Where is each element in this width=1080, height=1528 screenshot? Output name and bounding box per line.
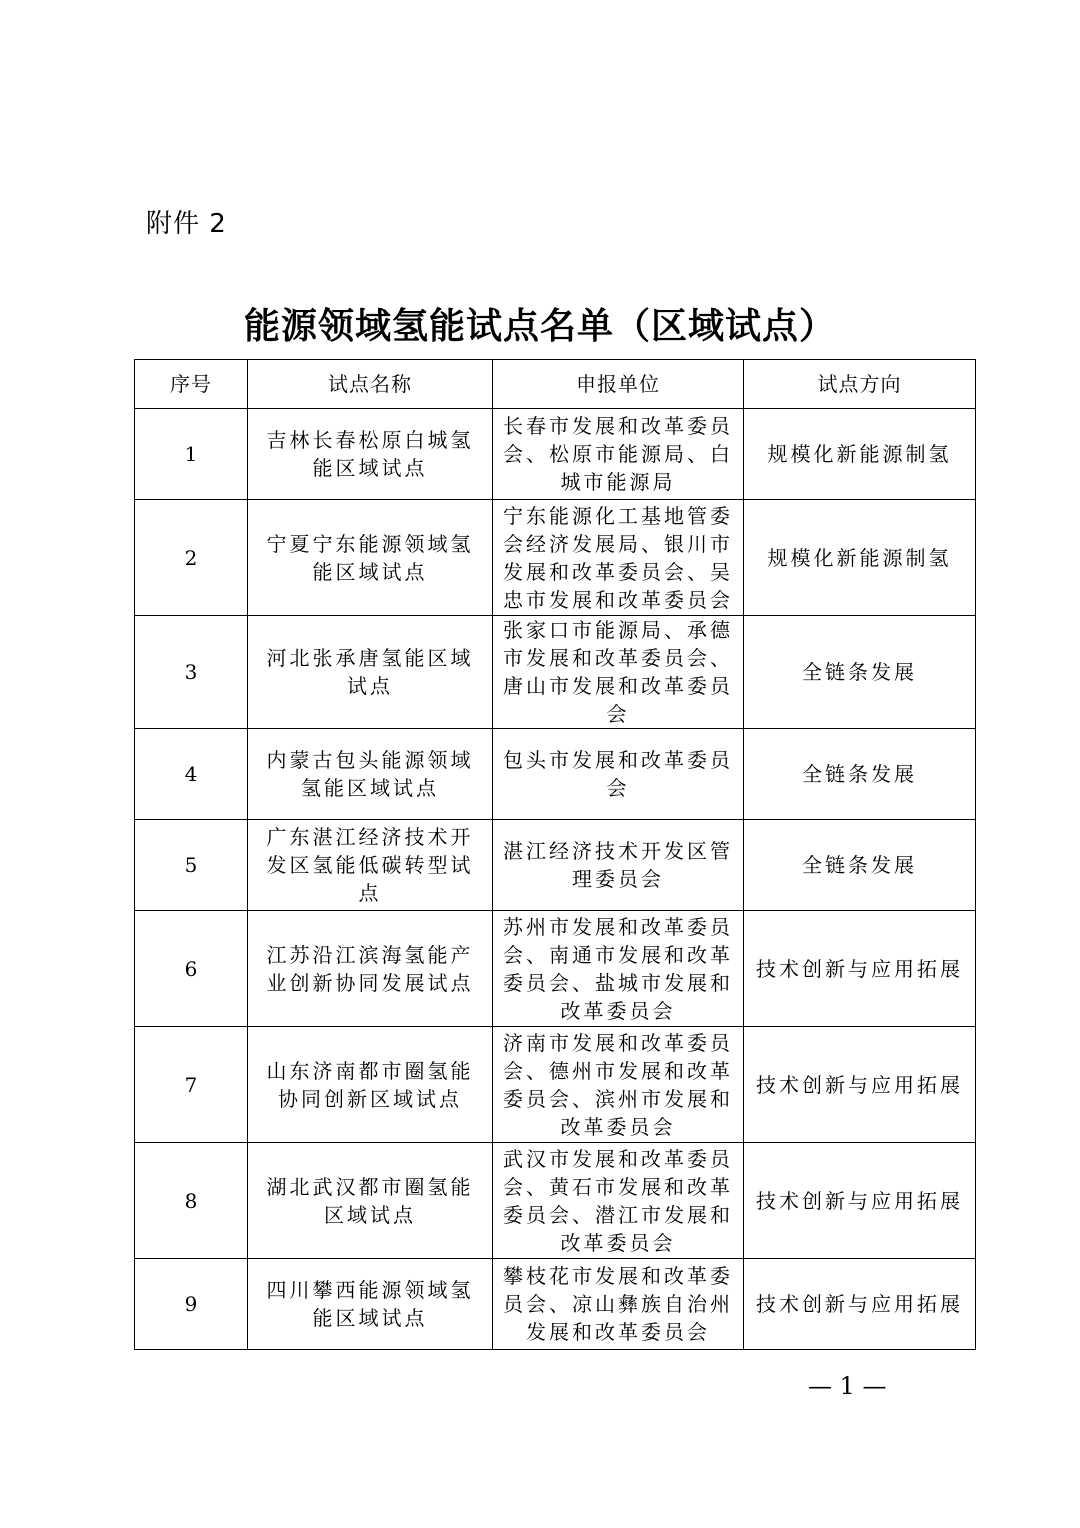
table-row bbox=[135, 500, 976, 616]
row-no: 1 bbox=[135, 409, 248, 500]
table-row bbox=[135, 409, 976, 500]
row-pilot-name: 江苏沿江滨海氢能产业创新协同发展试点 bbox=[248, 911, 493, 1027]
row-applicant-unit: 宁东能源化工基地管委会经济发展局、银川市发展和改革委员会、吴忠市发展和改革委员会 bbox=[493, 500, 744, 616]
header-direction: 试点方向 bbox=[744, 360, 976, 409]
row-direction: 技术创新与应用拓展 bbox=[744, 1027, 976, 1143]
row-no: 9 bbox=[135, 1259, 248, 1350]
header-applicant-unit: 申报单位 bbox=[493, 360, 744, 409]
row-applicant-unit: 张家口市能源局、承德市发展和改革委员会、唐山市发展和改革委员会 bbox=[493, 616, 744, 729]
table-row bbox=[135, 729, 976, 820]
row-direction: 全链条发展 bbox=[744, 729, 976, 820]
header-no: 序号 bbox=[135, 360, 248, 409]
table-row bbox=[135, 616, 976, 729]
row-pilot-name: 湖北武汉都市圈氢能区域试点 bbox=[248, 1143, 493, 1259]
row-no: 2 bbox=[135, 500, 248, 616]
row-no: 5 bbox=[135, 820, 248, 911]
table-row bbox=[135, 1027, 976, 1143]
pilot-list-table bbox=[134, 359, 976, 1350]
row-pilot-name: 四川攀西能源领域氢能区域试点 bbox=[248, 1259, 493, 1350]
row-applicant-unit: 苏州市发展和改革委员会、南通市发展和改革委员会、盐城市发展和改革委员会 bbox=[493, 911, 744, 1027]
row-direction: 规模化新能源制氢 bbox=[744, 500, 976, 616]
row-pilot-name: 内蒙古包头能源领域氢能区域试点 bbox=[248, 729, 493, 820]
header-pilot-name: 试点名称 bbox=[248, 360, 493, 409]
row-applicant-unit: 攀枝花市发展和改革委员会、凉山彝族自治州发展和改革委员会 bbox=[493, 1259, 744, 1350]
row-direction: 全链条发展 bbox=[744, 616, 976, 729]
page-number: — 1 — bbox=[808, 1372, 887, 1400]
row-direction: 全链条发展 bbox=[744, 820, 976, 911]
row-no: 6 bbox=[135, 911, 248, 1027]
table-row bbox=[135, 820, 976, 911]
row-applicant-unit: 武汉市发展和改革委员会、黄石市发展和改革委员会、潜江市发展和改革委员会 bbox=[493, 1143, 744, 1259]
row-no: 3 bbox=[135, 616, 248, 729]
row-direction: 技术创新与应用拓展 bbox=[744, 1143, 976, 1259]
row-pilot-name: 吉林长春松原白城氢能区域试点 bbox=[248, 409, 493, 500]
table-row bbox=[135, 1143, 976, 1259]
row-direction: 技术创新与应用拓展 bbox=[744, 911, 976, 1027]
row-direction: 规模化新能源制氢 bbox=[744, 409, 976, 500]
row-applicant-unit: 济南市发展和改革委员会、德州市发展和改革委员会、滨州市发展和改革委员会 bbox=[493, 1027, 744, 1143]
attachment-label: 附件 2 bbox=[146, 209, 227, 239]
row-applicant-unit: 湛江经济技术开发区管理委员会 bbox=[493, 820, 744, 911]
row-no: 8 bbox=[135, 1143, 248, 1259]
document-title: 能源领域氢能试点名单（区域试点） bbox=[243, 306, 836, 347]
row-no: 4 bbox=[135, 729, 248, 820]
row-pilot-name: 河北张承唐氢能区域试点 bbox=[248, 616, 493, 729]
table-row bbox=[135, 1259, 976, 1350]
row-pilot-name: 广东湛江经济技术开发区氢能低碳转型试点 bbox=[248, 820, 493, 911]
row-direction: 技术创新与应用拓展 bbox=[744, 1259, 976, 1350]
table-row bbox=[135, 911, 976, 1027]
row-pilot-name: 山东济南都市圈氢能协同创新区域试点 bbox=[248, 1027, 493, 1143]
table-header-row bbox=[135, 360, 976, 409]
row-applicant-unit: 包头市发展和改革委员会 bbox=[493, 729, 744, 820]
row-pilot-name: 宁夏宁东能源领域氢能区域试点 bbox=[248, 500, 493, 616]
row-applicant-unit: 长春市发展和改革委员会、松原市能源局、白城市能源局 bbox=[493, 409, 744, 500]
row-no: 7 bbox=[135, 1027, 248, 1143]
